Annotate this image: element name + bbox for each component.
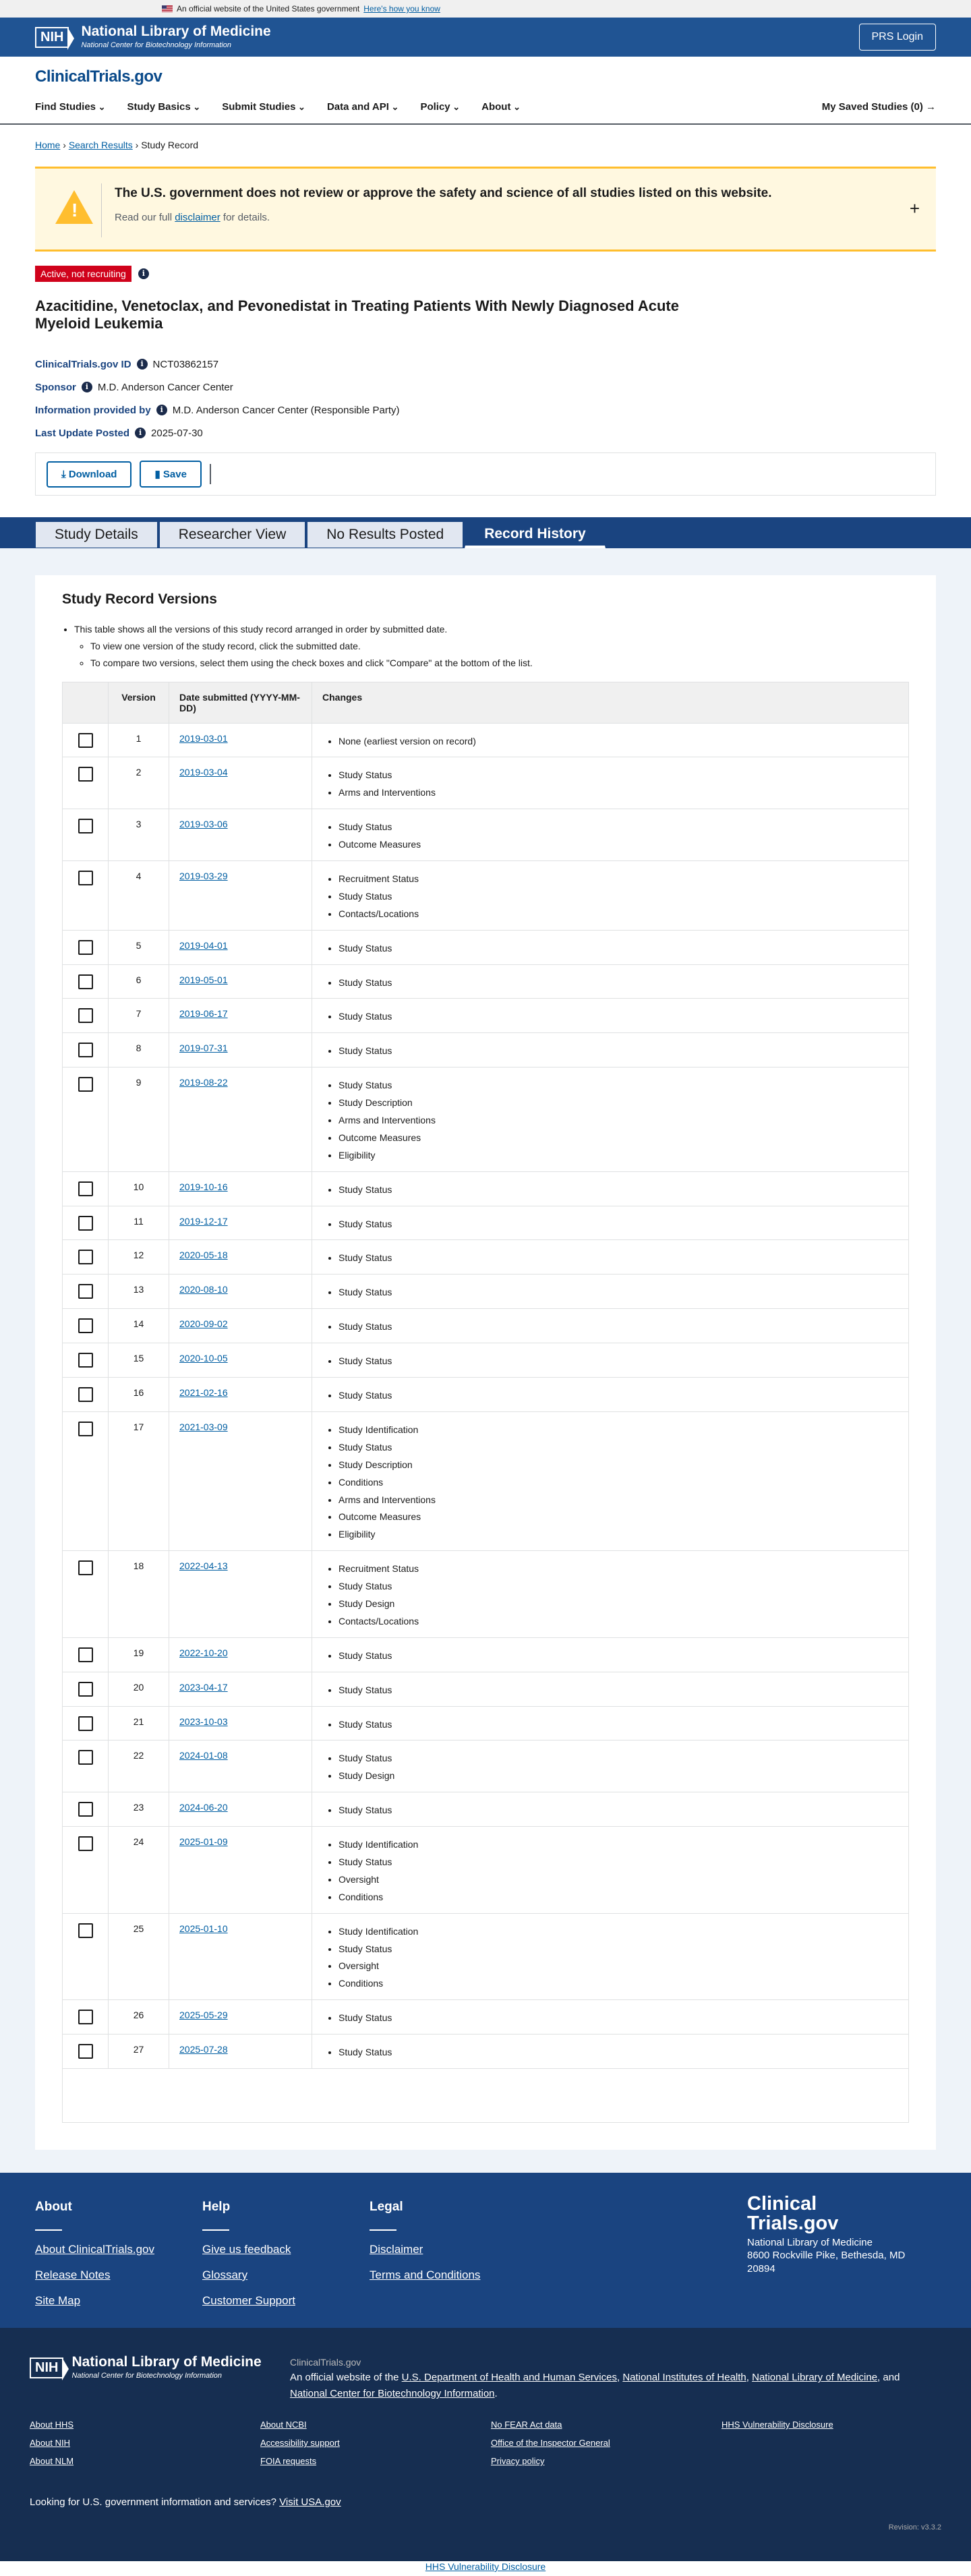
version-number: 13 [109, 1275, 169, 1309]
version-number: 4 [109, 861, 169, 931]
change-item: • Arms and Interventions [339, 1492, 898, 1509]
change-item: • Study Status [339, 1941, 898, 1958]
version-number: 23 [109, 1792, 169, 1827]
info-icon[interactable]: i [156, 405, 167, 415]
versions-table [62, 682, 909, 2069]
compare-checkbox[interactable] [78, 1284, 93, 1299]
change-item: • Study Status [339, 819, 898, 836]
footer-link[interactable]: Disclaimer [370, 2242, 423, 2256]
footer-bottom-link[interactable] [722, 2438, 952, 2448]
change-item: • Eligibility [339, 1526, 898, 1544]
compare-checkbox[interactable] [78, 1077, 93, 1092]
study-actions [35, 452, 936, 496]
footer-link[interactable]: Glossary [202, 2268, 248, 2281]
version-number: 10 [109, 1171, 169, 1206]
version-date-link[interactable]: 2020-10-05 [179, 1353, 228, 1364]
study-title: Azacitidine, Venetoclax, and Pevonedistat in Treating Patients With Newly Diagnosed Acute Myeloid Leukemia [35, 297, 679, 332]
table-row [63, 757, 909, 809]
version-number: 24 [109, 1827, 169, 1914]
version-date-link[interactable]: 2025-01-09 [179, 1836, 228, 1848]
compare-checkbox[interactable] [78, 1353, 93, 1368]
version-number: 18 [109, 1551, 169, 1638]
change-item: • Study Status [339, 1181, 898, 1199]
version-number: 22 [109, 1740, 169, 1792]
table-row [63, 861, 909, 931]
change-item: • Outcome Measures [339, 1130, 898, 1147]
ctgov-brand[interactable]: ClinicalTrials.gov [35, 67, 163, 86]
table-row [63, 1913, 909, 2000]
bottom-link-bar [0, 2561, 971, 2576]
footer-bottom-link[interactable]: About NIH [30, 2437, 70, 2448]
compare-checkbox[interactable] [78, 767, 93, 782]
table-row [63, 1067, 909, 1171]
history-sub2: ◦ To compare two versions, select them using the check boxes and click "Compare" at the bottom of the list. [90, 655, 909, 672]
compare-checkbox[interactable] [78, 1043, 93, 1057]
status-badge: Active, not recruiting [35, 266, 131, 282]
gov-banner-text: An official website of the United States government [177, 4, 360, 13]
gov-banner [0, 0, 971, 18]
info-icon[interactable]: i [137, 359, 148, 370]
version-number: 2 [109, 757, 169, 809]
footer-bottom-link[interactable]: FOIA requests [260, 2455, 317, 2466]
table-row [63, 1275, 909, 1309]
nih-box: NIH [35, 27, 69, 48]
version-number: 8 [109, 1033, 169, 1067]
change-item: • Study Status [339, 1387, 898, 1405]
change-item: • Study Status [339, 767, 898, 784]
compare-checkbox[interactable] [78, 1750, 93, 1765]
info-icon[interactable]: i [82, 382, 92, 392]
version-date-link[interactable]: 2025-07-28 [179, 2044, 228, 2055]
alert-text: Read our full disclaimer for details. [115, 212, 270, 223]
version-number: 6 [109, 964, 169, 999]
change-item: • Conditions [339, 1474, 898, 1492]
change-item: • Conditions [339, 1889, 898, 1906]
change-item: • Contacts/Locations [339, 906, 898, 923]
compare-checkbox[interactable] [78, 871, 93, 885]
change-item: • Study Description [339, 1094, 898, 1112]
meta-row: Information provided by i M.D. Anderson Cancer Center (Responsible Party) [35, 404, 400, 416]
change-item: • Study Status [339, 1647, 898, 1665]
change-item: • Outcome Measures [339, 836, 898, 854]
version-date-link[interactable]: 2019-05-01 [179, 974, 228, 985]
record-history-card [35, 575, 936, 2150]
ncbi-link[interactable]: National Center for Biotechnology Information [290, 2388, 495, 2400]
version-date-link[interactable]: 2019-07-31 [179, 1043, 228, 1054]
disclaimer-alert [35, 167, 936, 252]
change-item: • Study Status [339, 2010, 898, 2027]
change-item: • Study Status [339, 1439, 898, 1457]
version-number: 9 [109, 1067, 169, 1171]
version-number: 17 [109, 1411, 169, 1550]
nlm-footer-logo[interactable]: NIH National Library of Medicine National Center for Biotechnology Information [30, 2355, 262, 2381]
download-button[interactable]: ⤓ Download [47, 461, 131, 488]
version-number: 15 [109, 1343, 169, 1378]
footer-bottom-link[interactable] [722, 2456, 952, 2466]
footer-bottom-link[interactable]: Accessibility support [260, 2437, 340, 2448]
footer-about: About About ClinicalTrials.gov Release Notes Site Map [35, 2199, 154, 2307]
change-item: • Study Status [339, 1750, 898, 1767]
record-history-section [0, 548, 971, 2173]
table-row [63, 1672, 909, 1706]
table-row [63, 1343, 909, 1378]
breadcrumb-home[interactable]: Home [35, 140, 61, 150]
download-icon: ⤓ [61, 468, 69, 480]
table-row [63, 809, 909, 861]
footer-bottom-link[interactable]: Office of the Inspector General [491, 2437, 610, 2448]
footer-link[interactable]: Terms and Conditions [370, 2268, 481, 2281]
version-date-link[interactable]: 2023-04-17 [179, 1681, 228, 1693]
study-tabs [0, 517, 971, 548]
compare-checkbox[interactable] [78, 733, 93, 748]
usa-gov: Looking for U.S. government information and services? Visit USA.gov [30, 2496, 341, 2508]
footer-link[interactable]: Release Notes [35, 2268, 111, 2281]
version-date-link[interactable]: 2022-10-20 [179, 1647, 228, 1658]
table-row [63, 1740, 909, 1792]
table-row [63, 1033, 909, 1067]
footer-link[interactable]: Site Map [35, 2293, 81, 2307]
version-number: 1 [109, 723, 169, 757]
version-date-link[interactable]: 2019-03-01 [179, 732, 228, 744]
info-icon[interactable]: i [135, 428, 146, 438]
table-row [63, 930, 909, 964]
version-number: 26 [109, 2000, 169, 2035]
change-item: • Outcome Measures [339, 1509, 898, 1526]
table-row [63, 2000, 909, 2035]
change-item: • Study Status [339, 1043, 898, 1060]
change-item: • Study Status [339, 1008, 898, 1026]
compare-checkbox[interactable] [78, 1836, 93, 1851]
footer-bottom-link[interactable]: No FEAR Act data [491, 2419, 562, 2430]
compare-checkbox[interactable] [78, 1318, 93, 1333]
version-date-link[interactable]: 2019-12-17 [179, 1215, 228, 1227]
version-number: 25 [109, 1913, 169, 2000]
nav-item[interactable]: Policy ⌄ [420, 101, 460, 113]
change-item: • Conditions [339, 1975, 898, 1993]
change-item: • Study Status [339, 1284, 898, 1301]
version-number: 27 [109, 2035, 169, 2069]
table-row [63, 1792, 909, 1827]
version-date-link[interactable]: 2022-04-13 [179, 1560, 228, 1572]
nlm-footer [0, 2328, 971, 2561]
version-number: 19 [109, 1637, 169, 1672]
compare-checkbox[interactable] [78, 1923, 93, 1938]
compare-checkbox[interactable] [78, 2010, 93, 2024]
usa-gov-link[interactable]: Visit USA.gov [279, 2496, 341, 2508]
change-item: • Study Status [339, 1353, 898, 1370]
change-item: • Study Design [339, 1596, 898, 1613]
version-number: 7 [109, 999, 169, 1033]
history-sub1: ◦ To view one version of the study record, click the submitted date. [90, 638, 909, 655]
version-date-link[interactable]: 2024-06-20 [179, 1802, 228, 1813]
alert-title: The U.S. government does not review or approve the safety and science of all studies listed on this website. [115, 186, 772, 200]
compare-checkbox[interactable] [78, 940, 93, 955]
table-row [63, 1309, 909, 1343]
change-item: • Study Description [339, 1457, 898, 1474]
prs-login-button[interactable]: PRS Login [859, 24, 937, 51]
compare-checkbox[interactable] [78, 1682, 93, 1697]
table-row [63, 999, 909, 1033]
nav-item[interactable]: Study Basics ⌄ [127, 101, 201, 113]
nav-item[interactable]: Data and API ⌄ [327, 101, 399, 113]
table-row [63, 964, 909, 999]
site-footer [0, 2173, 971, 2328]
change-item: • Eligibility [339, 1147, 898, 1165]
table-row [63, 1411, 909, 1550]
change-item: • Study Status [339, 1318, 898, 1336]
change-item: • Study Status [339, 1250, 898, 1267]
version-date-link[interactable]: 2019-03-29 [179, 871, 228, 882]
compare-checkbox[interactable] [78, 1560, 93, 1575]
change-item: • Study Status [339, 1682, 898, 1699]
footer-brand[interactable]: Clinical Trials.gov [747, 2192, 839, 2234]
version-number: 16 [109, 1378, 169, 1412]
warning-icon: ! [55, 190, 93, 224]
version-date-link[interactable]: 2019-06-17 [179, 1008, 228, 1020]
table-row [63, 1378, 909, 1412]
hhs-link[interactable]: U.S. Department of Health and Human Services [401, 2372, 617, 2384]
footer-bottom-link[interactable]: About NLM [30, 2455, 74, 2466]
change-item: • None (earliest version on record) [339, 733, 898, 751]
compare-checkbox[interactable] [78, 974, 93, 989]
meta-row: Last Update Posted i 2025-07-30 [35, 427, 203, 439]
version-date-link[interactable]: 2019-03-04 [179, 767, 228, 778]
save-button[interactable]: ▮ Save [140, 461, 201, 488]
table-row [63, 1206, 909, 1240]
change-item: • Study Status [339, 1077, 898, 1094]
version-number: 5 [109, 930, 169, 964]
change-item: • Study Status [339, 2044, 898, 2061]
compare-checkbox[interactable] [78, 1802, 93, 1817]
tab-item[interactable]: Study Details [35, 521, 158, 548]
compare-checkbox[interactable] [78, 819, 93, 833]
nlm-link[interactable]: National Library of Medicine [752, 2372, 878, 2384]
change-item: • Study Status [339, 1716, 898, 1734]
version-number: 3 [109, 809, 169, 861]
compare-checkbox[interactable] [78, 1422, 93, 1436]
version-number: 11 [109, 1206, 169, 1240]
table-row [63, 1637, 909, 1672]
change-item: • Study Status [339, 1854, 898, 1871]
version-date-link[interactable]: 2025-05-29 [179, 2010, 228, 2021]
heres-how-link[interactable]: Here's how you know [363, 4, 440, 13]
disclaimer-link[interactable]: disclaimer [175, 212, 220, 223]
nav-item[interactable]: Find Studies ⌄ [35, 101, 106, 113]
breadcrumb-current: Study Record [141, 140, 199, 150]
footer-bottom-link[interactable]: Privacy policy [491, 2455, 545, 2466]
change-item: • Oversight [339, 1871, 898, 1889]
change-item: • Recruitment Status [339, 1560, 898, 1578]
table-row [63, 723, 909, 757]
change-item: • Recruitment Status [339, 871, 898, 888]
footer-bottom-link[interactable]: HHS Vulnerability Disclosure [722, 2419, 833, 2430]
version-date-link[interactable]: 2020-05-18 [179, 1250, 228, 1261]
compare-checkbox[interactable] [78, 1181, 93, 1196]
change-item: • Contacts/Locations [339, 1613, 898, 1631]
info-icon[interactable]: i [138, 268, 149, 279]
revision: Revision: v3.3.2 [888, 2523, 941, 2531]
compare-checkbox[interactable] [78, 1216, 93, 1231]
table-row [63, 1706, 909, 1740]
version-number: 12 [109, 1240, 169, 1275]
version-date-link[interactable]: 2021-02-16 [179, 1387, 228, 1399]
compare-checkbox[interactable] [78, 2044, 93, 2059]
col-date: Date submitted (YYYY-MM-DD) [169, 682, 312, 723]
compare-checkbox[interactable] [78, 1250, 93, 1264]
main-nav [0, 57, 971, 125]
change-item: • Study Status [339, 974, 898, 992]
version-date-link[interactable]: 2025-01-10 [179, 1923, 228, 1934]
change-item: • Study Status [339, 940, 898, 958]
nav-item[interactable]: About ⌄ [481, 101, 521, 113]
nav-item[interactable]: Submit Studies ⌄ [222, 101, 305, 113]
table-row [63, 1551, 909, 1638]
breadcrumb: Home › Search Results › Study Record [35, 140, 199, 150]
version-date-link[interactable]: 2024-01-08 [179, 1750, 228, 1761]
change-item: • Study Status [339, 1216, 898, 1233]
col-changes: Changes [312, 682, 909, 723]
footer-link[interactable]: Customer Support [202, 2293, 295, 2307]
nlm-title: National Library of Medicine [81, 23, 271, 39]
change-item: • Arms and Interventions [339, 1112, 898, 1130]
study-meta [35, 353, 936, 444]
status-row [35, 265, 936, 283]
change-item: • Study Identification [339, 1422, 898, 1439]
footer-link[interactable]: Give us feedback [202, 2242, 291, 2256]
history-heading: Study Record Versions [62, 591, 217, 607]
footer-bottom-link[interactable]: About NCBI [260, 2419, 307, 2430]
change-item: • Oversight [339, 1958, 898, 1975]
nih-header [0, 18, 971, 57]
col-version: Version [109, 682, 169, 723]
ncbi-subtitle: National Center for Biotechnology Information [81, 40, 232, 49]
table-row [63, 1240, 909, 1275]
meta-row: Sponsor i M.D. Anderson Cancer Center [35, 381, 233, 393]
saved-studies-link[interactable]: My Saved Studies (0) → [821, 101, 936, 113]
table-row [63, 1827, 909, 1914]
version-date-link[interactable]: 2023-10-03 [179, 1716, 228, 1727]
version-date-link[interactable]: 2021-03-09 [179, 1421, 228, 1432]
expand-plus-icon[interactable]: + [909, 198, 920, 218]
nih-link[interactable]: National Institutes of Health [622, 2372, 746, 2384]
footer-links [30, 2420, 952, 2466]
tab-item[interactable]: Researcher View [159, 521, 306, 548]
footer-link[interactable]: About ClinicalTrials.gov [35, 2242, 154, 2256]
change-item: • Study Status [339, 888, 898, 906]
table-row [63, 2035, 909, 2069]
version-date-link[interactable]: 2020-09-02 [179, 1318, 228, 1330]
version-number: 21 [109, 1706, 169, 1740]
footer-legal: Legal Disclaimer Terms and Conditions [370, 2199, 481, 2281]
meta-row: ClinicalTrials.gov ID i NCT03862157 [35, 358, 219, 370]
footer-address: National Library of Medicine 8600 Rockville Pike, Bethesda, MD 20894 [747, 2236, 906, 2275]
nlm-logo[interactable] [35, 24, 271, 51]
official-text: ClinicalTrials.gov An official website of the U.S. Department of Health and Human Services, National Institutes of Health, National Library of Medicine, and National Center for Biotechnology Information. [290, 2356, 900, 2400]
version-number: 14 [109, 1309, 169, 1343]
compare-checkbox[interactable] [78, 1387, 93, 1402]
compare-checkbox[interactable] [78, 1716, 93, 1731]
us-flag-icon [162, 5, 173, 12]
change-item: • Study Design [339, 1767, 898, 1785]
change-item: • Study Identification [339, 1836, 898, 1854]
version-date-link[interactable]: 2019-03-06 [179, 819, 228, 830]
version-date-link[interactable]: 2020-08-10 [179, 1284, 228, 1295]
table-row [63, 1171, 909, 1206]
hhs-vulnerability-link[interactable]: HHS Vulnerability Disclosure [425, 2560, 546, 2572]
footer-help: Help Give us feedback Glossary Customer Support [202, 2199, 295, 2307]
bookmark-icon: ▮ [154, 469, 163, 480]
change-item: • Arms and Interventions [339, 784, 898, 802]
change-item: • Study Status [339, 1802, 898, 1819]
compare-checkbox[interactable] [78, 1647, 93, 1662]
breadcrumb-results[interactable]: Search Results [68, 140, 133, 150]
compare-checkbox[interactable] [78, 1008, 93, 1023]
change-item: • Study Identification [339, 1923, 898, 1941]
version-number: 20 [109, 1672, 169, 1706]
footer-bottom-link[interactable]: About HHS [30, 2419, 74, 2430]
version-date-link[interactable]: 2019-10-16 [179, 1181, 228, 1192]
history-intro: • This table shows all the versions of this study record arranged in order by submitted date. [74, 621, 909, 638]
version-date-link[interactable]: 2019-04-01 [179, 939, 228, 951]
version-date-link[interactable]: 2019-08-22 [179, 1077, 228, 1088]
tab-item[interactable]: No Results Posted [307, 521, 463, 548]
nav-menu [35, 101, 521, 113]
tab-item[interactable]: Record History [465, 521, 606, 548]
change-item: • Study Status [339, 1578, 898, 1596]
